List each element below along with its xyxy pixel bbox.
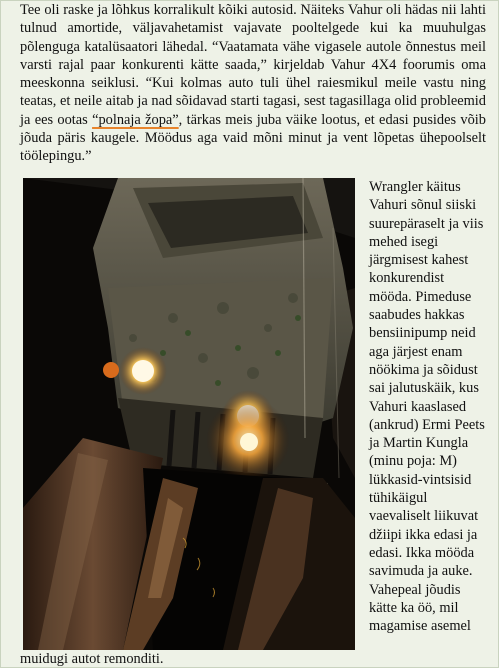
side-column-text: Wrangler käitus Vahuri sõnul siiski suurepäraselt ja viis mehed isegi järgmisest kahest konkurendist mööda. Pimeduse saabudes hakkas bensiinipump neid aga järjest enam nöökima ja sõidust sai jalutuskäik, kus Vahuri kaaslased (ankrud) Ermi Peets ja Martin Kungla (minu poja: M) lükkasid-vintsisid tühikäigul vaevaliselt liikuvat džiipi ikka edasi ja edasi. Ikka mööda savimuda ja auke. Vahepeal jõudis kätte ka öö, mil magamise asemel: [369, 179, 485, 635]
closing-line: muidugi autot remonditi.: [20, 651, 164, 667]
highlighted-phrase: “polnaja žopa”: [92, 111, 179, 128]
article-intro-paragraph: [20, 1, 486, 166]
intro-text-before: Tee oli raske ja lõhkus korralikult kõiki autosid. Näiteks Vahur oli hädas nii lahti tulnud amortide, väljavahetamist vajavate pooltelgede kui ka muuhulgas põlenguga katalüsaatori lähedal. “Vaatamata vähe vigasele autole õnnestus meil varsti rajal paar konkurenti kätte saada,” kirjeldab Vahur 4X4 foorumis oma meeskonna seiklusi. “Kui kolmas auto tuli ühel raiesmikul meile vastu ning teatas, et neile aitab ja nad sõidavad starti tagasi, sest tagasillaga olid probleemid ja ees ootas: [20, 2, 486, 128]
jeep-photo-illustration: [23, 178, 355, 650]
jeep-night-photo: [23, 178, 355, 650]
intro-text-after: , tärkas meis juba väike lootus, et edasi pusides võib jõuda päris kaugele. Möödus aga vaid mõni minut ja vent lõpetas ühepoolselt töölepingu.”: [20, 111, 486, 165]
